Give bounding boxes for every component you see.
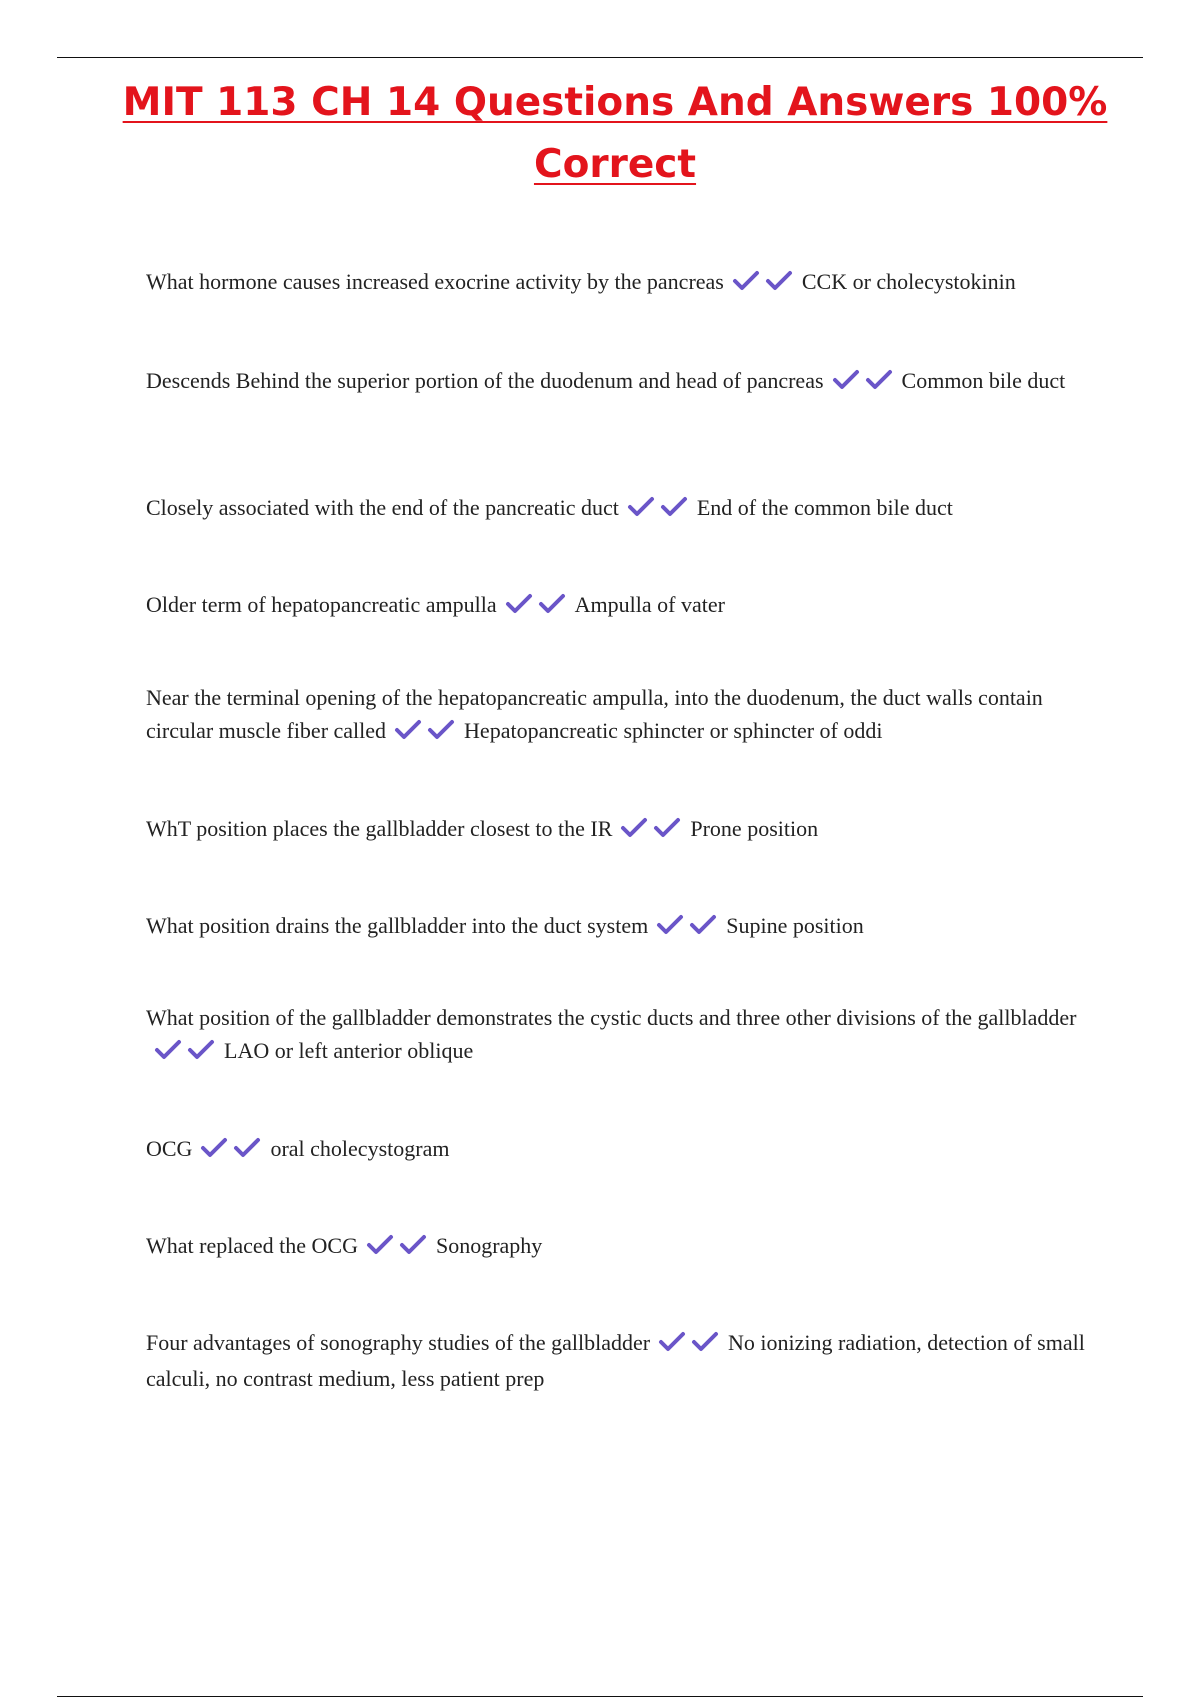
answer-text: LAO or left anterior oblique [224,1038,474,1063]
check-icon [660,496,688,518]
check-icon [656,914,684,936]
answer-text: CCK or cholecystokinin [801,269,1016,294]
check-icon [832,369,860,391]
qa-item-3 [146,491,1096,527]
qa-item-2 [146,364,1096,400]
answer-text: Sonography [435,1233,543,1258]
answer-text: Ampulla of vater [574,592,725,617]
bottom-rule [57,1696,1143,1697]
check-icon [627,496,655,518]
check-icon [233,1137,261,1159]
check-icon [394,719,422,741]
check-icon [689,914,717,936]
check-pair [394,717,460,750]
question-text: OCG [146,1136,193,1161]
qa-item-11 [146,1326,1096,1395]
page-title-text: MIT 113 CH 14 Questions And Answers 100% Correct [122,80,1108,187]
qa-item-8 [146,1001,1096,1070]
check-pair [620,815,686,848]
question-text: Four advantages of sonography studies of the gallbladder [146,1330,651,1355]
qa-item-7 [146,909,1096,945]
check-icon [865,369,893,391]
answer-text: No ionizing radiation, detection of small calculi, no contrast medium, less patient prep [146,1330,1085,1391]
check-pair [505,591,571,624]
answer-text: oral cholecystogram [270,1136,450,1161]
answer-text: Common bile duct [901,368,1066,393]
check-icon [505,593,533,615]
check-icon [765,270,793,292]
question-text: What position of the gallbladder demonstrates the cystic ducts and three other divisions of the gallbladder [146,1005,1077,1030]
check-icon [620,817,648,839]
qa-item-10 [146,1229,1096,1265]
check-pair [366,1232,432,1265]
check-pair [200,1135,266,1168]
check-icon [154,1039,182,1061]
question-text: What hormone causes increased exocrine activity by the pancreas [146,269,724,294]
question-text: What replaced the OCG [146,1233,358,1258]
check-icon [187,1039,215,1061]
check-icon [538,593,566,615]
qa-item-1 [146,265,1096,301]
check-pair [732,268,798,301]
check-icon [200,1137,228,1159]
check-pair [627,494,693,527]
check-icon [366,1234,394,1256]
question-text: WhT position places the gallbladder closest to the IR [146,816,613,841]
qa-item-9 [146,1132,1096,1168]
question-text: Older term of hepatopancreatic ampulla [146,592,497,617]
check-pair [154,1037,220,1070]
check-pair [656,912,722,945]
answer-text: End of the common bile duct [696,495,953,520]
check-icon [732,270,760,292]
check-pair [658,1329,724,1362]
answer-text: Hepatopancreatic sphincter or sphincter of oddi [464,718,883,743]
page-title [120,72,1110,196]
question-text: Closely associated with the end of the pancreatic duct [146,495,619,520]
check-icon [658,1331,686,1353]
check-icon [427,719,455,741]
qa-item-5 [146,681,1096,750]
check-icon [691,1331,719,1353]
question-text: What position drains the gallbladder into the duct system [146,913,649,938]
question-text: Descends Behind the superior portion of the duodenum and head of pancreas [146,368,824,393]
qa-item-4 [146,588,1096,624]
answer-text: Prone position [690,816,819,841]
check-icon [653,817,681,839]
answer-text: Supine position [726,913,864,938]
qa-item-6 [146,812,1096,848]
question-text: Near the terminal opening of the hepatopancreatic ampulla, into the duodenum, the duct walls contain circular muscle fiber called [146,685,1043,743]
check-icon [399,1234,427,1256]
check-pair [832,367,898,400]
top-rule [57,57,1143,58]
